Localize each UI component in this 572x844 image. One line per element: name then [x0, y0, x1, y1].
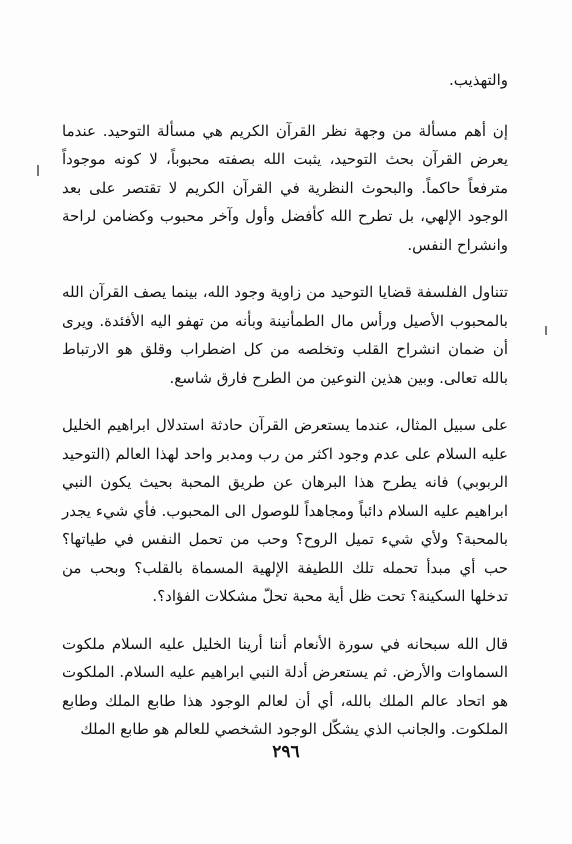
paragraph: على سبيل المثال، عندما يستعرض القرآن حادثة استدلال ابراهيم الخليل عليه السلام على عدم وجود اكثر من رب ومدبر واحد لهذا العالم (التوحيد الربوبي) فانه يطرح هذا البرهان عن طريق المحبة بحيث يكون النبي ابراهيم عليه السلام دائباً ومجاهداً للوصول الى المحبوب. فأي شيء يجدر بالمحبة؟ ولأي شيء تميل الروح؟ وحب من تحمل النفس في طياتها؟ حب أي مبدأ تحمله تلك اللطيفة الإلهية المسماة بالقلب؟ وبحب من تدخلها السكينة؟ تحت ظل أية محبة تحلّ مشكلات الفؤاد؟.	[62, 416, 508, 605]
page-body	[62, 66, 508, 763]
paragraph: قال الله سبحانه في سورة الأنعام أننا أرينا الخليل عليه السلام ملكوت السماوات والأرض. ثم يستعرض أدلة النبي ابراهيم عليه السلام. الملكوت هو اتحاد عالم الملك بالله، أي أن لعالم الوجود هذا طابع الملك وطابع الملكوت. والجانب الذي يشكّل الوجود الشخصي للعالم هو طابع الملك	[62, 634, 508, 738]
margin-mark	[545, 326, 547, 335]
paragraph: والتهذيب.	[449, 71, 508, 89]
page-number: ٢٩٦	[272, 742, 300, 762]
paragraph: إن أهم مسألة من وجهة نظر القرآن الكريم هي مسألة التوحيد. عندما يعرض القرآن بحث التوحيد، يثبت الله بصفته محبوباً، لا كونه موجوداً مترفعاً حاكماً. والبحوث النظرية في القرآن الكريم لا تقتصر على بعد الوجود الإلهي، بل تطرح الله كأفضل وأول وآخر محبوب وكضامن لراحة وانشراح النفس.	[62, 121, 508, 254]
margin-mark	[37, 165, 39, 176]
paragraph: تتناول الفلسفة قضايا التوحيد من زاوية وجود الله، بينما يصف القرآن الله بالمحبوب الأصيل ورأس مال الطمأنينة وبأنه من تهفو اليه الأفئدة. ويرى أن ضمان انشراح القلب وتخلصه من كل اضطراب وقلق هو الارتباط بالله تعالى. وبين هذين النوعين من الطرح فارق شاسع.	[62, 283, 508, 387]
